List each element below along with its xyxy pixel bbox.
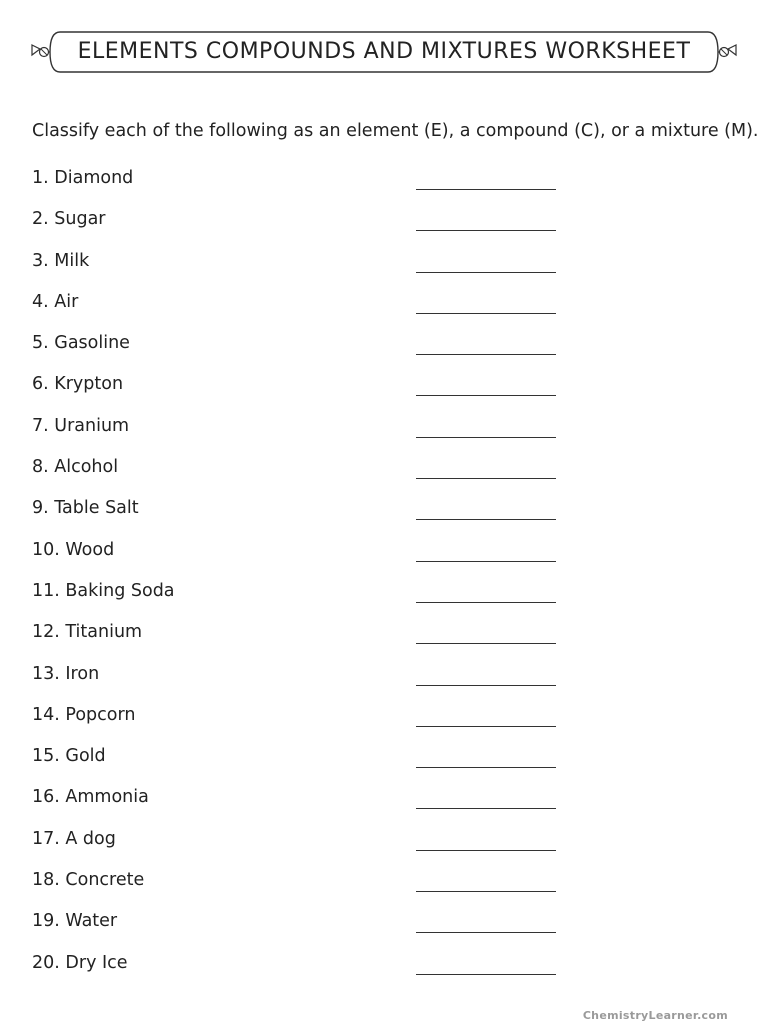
question-label: 3. Milk xyxy=(32,250,90,271)
answer-blank[interactable] xyxy=(416,767,556,768)
answer-blank[interactable] xyxy=(416,561,556,562)
question-label: 2. Sugar xyxy=(32,209,106,230)
question-row xyxy=(32,455,592,496)
question-label: 12. Titanium xyxy=(32,622,143,643)
question-row xyxy=(32,538,592,579)
question-row xyxy=(32,620,592,661)
question-row xyxy=(32,744,592,785)
question-label: 7. Uranium xyxy=(32,415,130,436)
question-label: 13. Iron xyxy=(32,663,100,684)
question-list xyxy=(32,166,592,992)
question-row xyxy=(32,207,592,248)
question-label: 14. Popcorn xyxy=(32,704,136,725)
answer-blank[interactable] xyxy=(416,932,556,933)
answer-blank[interactable] xyxy=(416,850,556,851)
answer-blank[interactable] xyxy=(416,974,556,975)
question-label: 16. Ammonia xyxy=(32,787,149,808)
question-label: 11. Baking Soda xyxy=(32,580,175,601)
worksheet-title: ELEMENTS COMPOUNDS AND MIXTURES WORKSHEET xyxy=(77,39,691,64)
question-row xyxy=(32,249,592,290)
question-label: 1. Diamond xyxy=(32,168,134,188)
question-row xyxy=(32,827,592,868)
answer-blank[interactable] xyxy=(416,395,556,396)
answer-blank[interactable] xyxy=(416,354,556,355)
question-row xyxy=(32,868,592,909)
answer-blank[interactable] xyxy=(416,726,556,727)
question-label: 19. Water xyxy=(32,911,118,932)
question-row xyxy=(32,703,592,744)
question-row xyxy=(32,414,592,455)
question-label: 8. Alcohol xyxy=(32,457,119,478)
question-row xyxy=(32,909,592,950)
answer-blank[interactable] xyxy=(416,437,556,438)
question-row xyxy=(32,372,592,413)
question-row xyxy=(32,496,592,537)
answer-blank[interactable] xyxy=(416,643,556,644)
question-row xyxy=(32,579,592,620)
question-label: 6. Krypton xyxy=(32,374,124,395)
answer-blank[interactable] xyxy=(416,891,556,892)
answer-blank[interactable] xyxy=(416,230,556,231)
question-row xyxy=(32,951,592,992)
question-row xyxy=(32,290,592,331)
title-banner xyxy=(30,29,738,75)
question-label: 18. Concrete xyxy=(32,870,145,891)
answer-blank[interactable] xyxy=(416,808,556,809)
question-label: 9. Table Salt xyxy=(32,498,139,519)
question-row xyxy=(32,331,592,372)
answer-blank[interactable] xyxy=(416,519,556,520)
question-label: 4. Air xyxy=(32,291,79,312)
answer-blank[interactable] xyxy=(416,685,556,686)
answer-blank[interactable] xyxy=(416,313,556,314)
answer-blank[interactable] xyxy=(416,272,556,273)
question-label: 17. A dog xyxy=(32,828,116,849)
answer-blank[interactable] xyxy=(416,189,556,190)
footer-brand: ChemistryLearner.com xyxy=(582,1009,728,1022)
answer-blank[interactable] xyxy=(416,602,556,603)
question-row xyxy=(32,662,592,703)
question-label: 10. Wood xyxy=(32,539,115,560)
question-label: 5. Gasoline xyxy=(32,333,130,354)
question-label: 15. Gold xyxy=(32,746,106,767)
question-row xyxy=(32,785,592,826)
question-row xyxy=(32,166,592,207)
question-label: 20. Dry Ice xyxy=(32,952,128,973)
answer-blank[interactable] xyxy=(416,478,556,479)
instructions: Classify each of the following as an element (E), a compound (C), or a mixture (M). xyxy=(32,121,759,141)
